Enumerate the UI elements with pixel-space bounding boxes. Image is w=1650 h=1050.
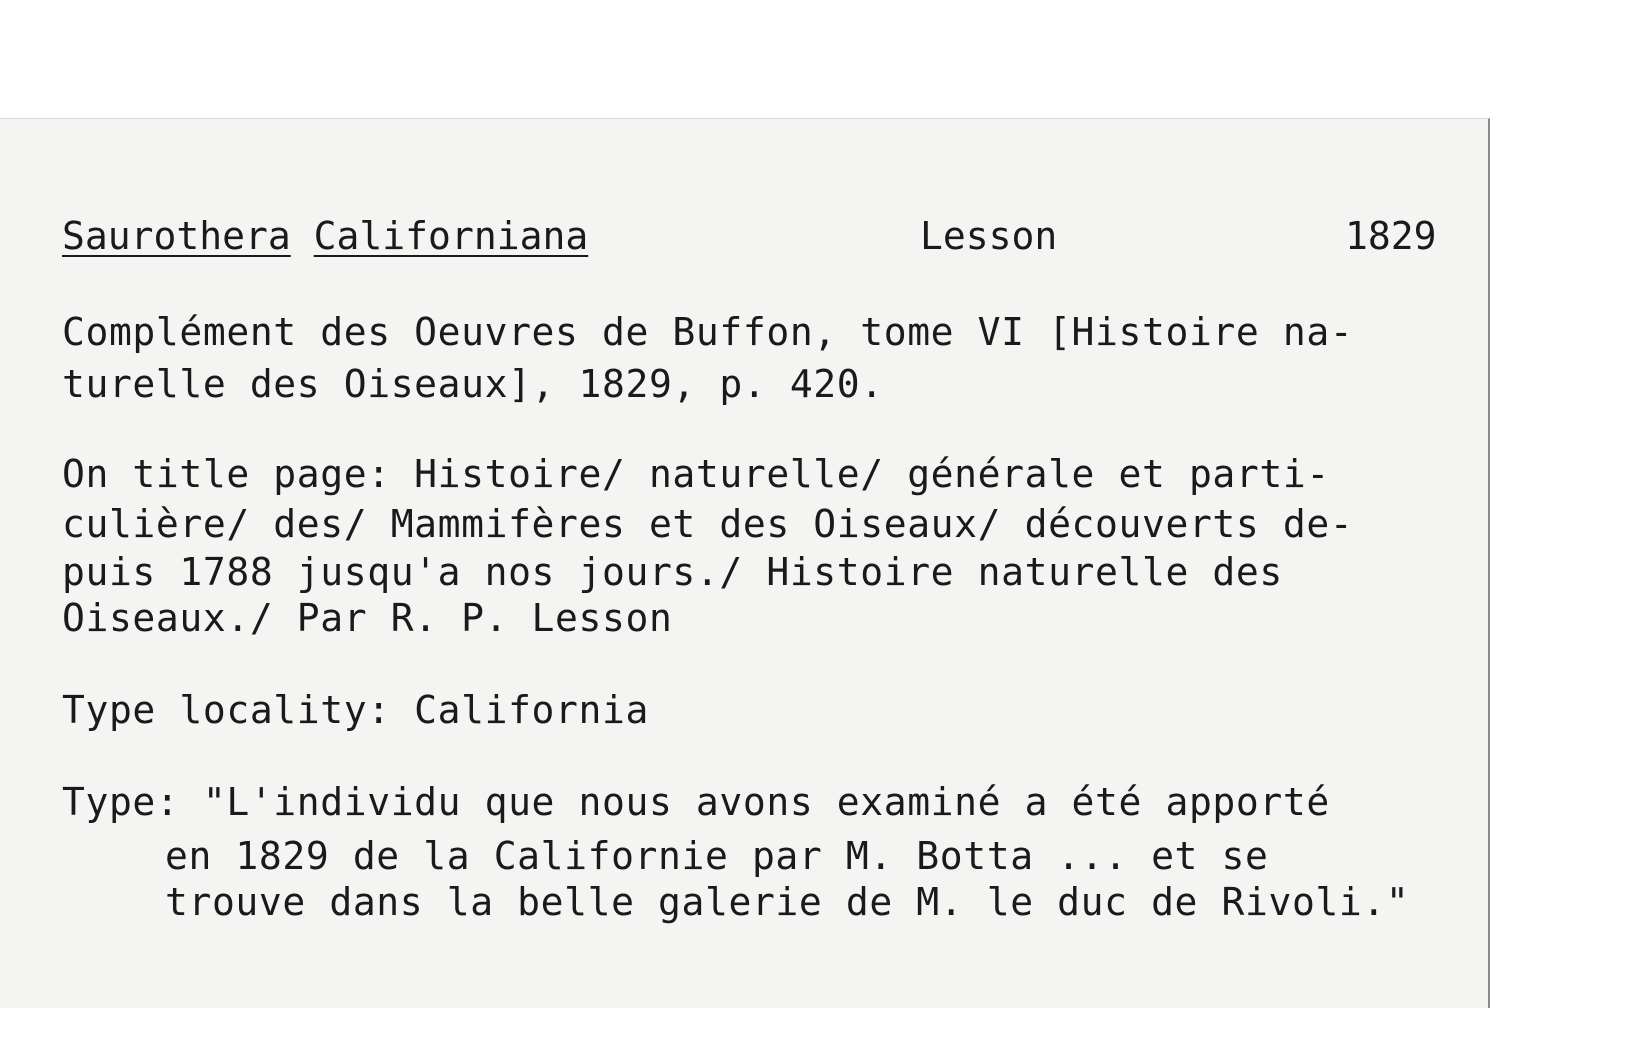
citation-line-2: turelle des Oiseaux], 1829, p. 420. [62, 362, 884, 406]
type-line-2: en 1829 de la Californie par M. Botta ... et se [165, 834, 1269, 878]
type-locality: Type locality: California [62, 688, 649, 732]
title-page-line-4: Oiseaux./ Par R. P. Lesson [62, 596, 673, 640]
title-page-line-2: culière/ des/ Mammifères et des Oiseaux/ découverts de- [62, 502, 1354, 546]
genus-name: Saurothera [62, 214, 291, 258]
type-line-1: Type: "L'individu que nous avons examiné a été apporté [62, 780, 1330, 824]
author-name: Lesson [920, 214, 1058, 258]
type-line-3: trouve dans la belle galerie de M. le duc de Rivoli." [165, 880, 1410, 924]
species-epithet: Californiana [313, 214, 589, 258]
citation-line-1: Complément des Oeuvres de Buffon, tome VI [Histoire na- [62, 310, 1354, 354]
publication-year: 1829 [1345, 214, 1437, 258]
title-page-line-1: On title page: Histoire/ naturelle/ générale et parti- [62, 452, 1330, 496]
title-page-line-3: puis 1788 jusqu'a nos jours./ Histoire naturelle des [62, 550, 1283, 594]
catalog-card [0, 118, 1490, 1008]
species-name [62, 211, 588, 261]
